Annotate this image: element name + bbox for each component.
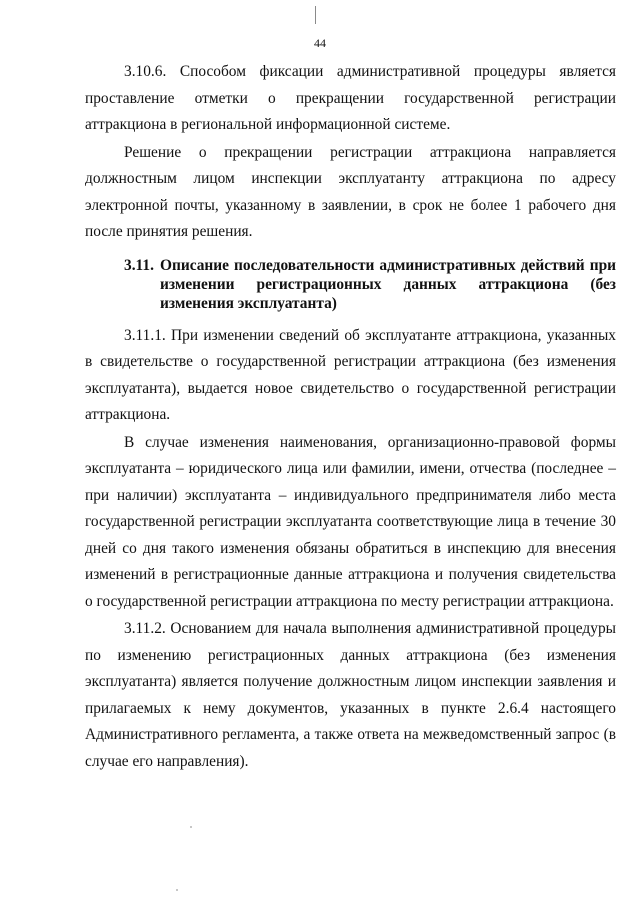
page-number: 44 — [314, 36, 326, 50]
scan-mark — [315, 6, 316, 24]
scan-speck — [176, 889, 178, 891]
section-number: 3.11. — [124, 256, 154, 274]
section-title: Описание последовательности административных действий при изменении регистрационных данных аттракциона (без изменения эксплуатанта) — [160, 256, 616, 312]
document-body — [85, 59, 616, 775]
paragraph-decision: Решение о прекращении регистрации аттракциона направляется должностным лицом инспекции эксплуатанту аттракциона по адресу электронной почты, указанному в заявлении, в срок не более 1 рабочего дня после принятия решения. — [85, 143, 616, 240]
paragraph-3-11-1: 3.11.1. При изменении сведений об эксплуатанте аттракциона, указанных в свидетельстве о государственной регистрации аттракциона (без изменения эксплуатанта), выдается новое свидетельство о государственной регистрации аттракциона. — [85, 326, 616, 423]
paragraph-3-11-2: 3.11.2. Основанием для начала выполнения административной процедуры по изменению регистрационных данных аттракциона (без изменения эксплуатанта) является получение должностным лицом инспекции заявления и прилагаемых к нему документов, указанных в пункте 2.6.4 настоящего Административного регламента, а также ответа на межведомственный запрос (в случае его направления). — [85, 620, 616, 770]
section-heading — [85, 256, 616, 313]
paragraph-change-case: В случае изменения наименования, организационно-правовой формы эксплуатанта – юридического лица или фамилии, имени, отчества (последнее – при наличии) эксплуатанта – индивидуального предпринимателя либо места государственной регистрации эксплуатанта соответствующие лица в течение 30 дней со дня такого изменения обязаны обратиться в инспекцию для внесения изменений в регистрационные данные аттракциона и получения свидетельства о государственной регистрации аттракциона по месту регистрации аттракциона. — [85, 433, 616, 610]
paragraph-3-10-6: 3.10.6. Способом фиксации административной процедуры является проставление отметки о прекращении государственной регистрации аттракциона в региональной информационной системе. — [85, 63, 616, 133]
scan-speck — [190, 826, 192, 828]
